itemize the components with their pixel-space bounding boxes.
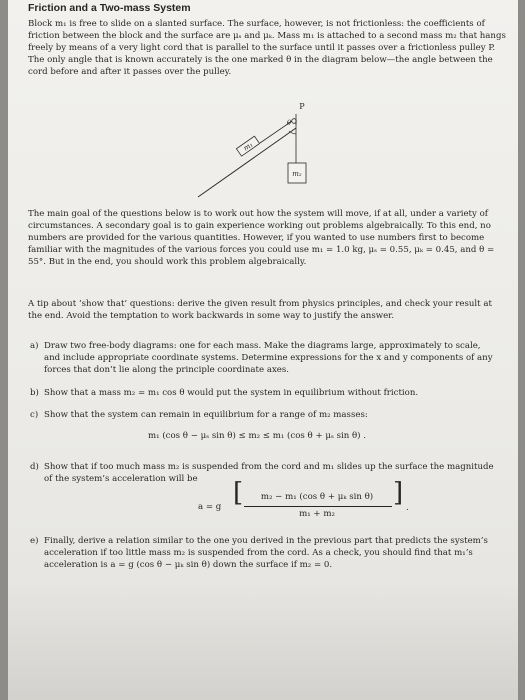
equation-d-trail: . bbox=[406, 503, 409, 513]
equation-c: m₁ (cos θ − μₛ sin θ) ≤ m₂ ≤ m₁ (cos θ + μₛ sin θ) . bbox=[148, 431, 367, 441]
block2-label: m₂ bbox=[292, 170, 302, 178]
question-label: b) bbox=[30, 388, 39, 398]
lighting-shade bbox=[8, 580, 518, 700]
fraction-bar bbox=[244, 506, 392, 507]
question-text: Draw two free-body diagrams: one for each mass. Make the diagrams large, approximately to scale, and include appropriate coordinate systems. Determine expressions for the x and y components of any forces that don’t lie along the principle coordinate axes. bbox=[44, 341, 493, 375]
question-text: Show that if too much mass m₂ is suspended from the cord and m₁ slides up the surface the magnitude of the system’s acceleration will be bbox=[44, 462, 494, 484]
question-label: d) bbox=[30, 462, 39, 472]
goal-paragraph: The main goal of the questions below is to work out how the system will move, if at all, under a variety of circumstances. A secondary goal is to gain experience working out problems algebraically. To this end, no numbers are provided for the various quantities. However, if you wanted to use numbers first to become familiar with the magnitudes of the various forces you could use m₁ = 1.0 kg, μₛ = 0.55, μₖ = 0.45, and θ = 55°. But in the end, you should work this problem algebraically. bbox=[28, 209, 495, 267]
intro-paragraph: Block m₁ is free to slide on a slanted surface. The surface, however, is not frictionless: the coefficients of friction between the block and the surface are μₛ and μₖ. Mass m₁ is attached to a second mass m₂ that hangs freely by means of a very light cord that is parallel to the surface until it passes over a frictionless pulley P. The only angle that is known accurately is the one marked θ in the diagram below—the angle between the cord before and after it passes over the pulley. bbox=[28, 19, 506, 77]
tip-paragraph: A tip about ‘show that’ questions: derive the given result from physics principles, and check your result at the end. Avoid the temptation to work backwards in some way to justify the answer. bbox=[28, 299, 492, 321]
question-text: Show that the system can remain in equilibrium for a range of m₂ masses: bbox=[44, 410, 368, 420]
bracket-left: [ bbox=[233, 478, 244, 508]
equation-d-numerator: m₂ − m₁ (cos θ + μₖ sin θ) bbox=[260, 492, 374, 502]
page-title: Friction and a Two-mass System bbox=[28, 2, 191, 14]
bracket-right: ] bbox=[393, 478, 404, 508]
block-m1 bbox=[236, 136, 259, 156]
question-text: Show that a mass m₂ = m₁ cos θ would put the system in equilibrium without friction. bbox=[44, 388, 419, 398]
pulley-label: P bbox=[299, 102, 305, 111]
document-page bbox=[8, 0, 518, 700]
slanted-surface bbox=[198, 128, 296, 197]
equation-d-denominator: m₁ + m₂ bbox=[299, 509, 335, 519]
block-m2 bbox=[288, 163, 306, 183]
question-label: c) bbox=[30, 410, 39, 420]
question-label: a) bbox=[30, 341, 39, 351]
equation-d-lhs: a = g bbox=[198, 502, 222, 512]
angle-label: θ bbox=[286, 119, 292, 127]
block1-label: m₁ bbox=[242, 140, 255, 153]
question-text: Finally, derive a relation similar to the one you derived in the previous part that predicts the system’s acceleration if too little mass m₂ is suspended from the cord. As a check, you should find that m₁’s acceleration is a = g (cos θ − μₖ sin θ) down the surface if m₂ = 0. bbox=[44, 536, 488, 570]
question-label: e) bbox=[30, 536, 39, 546]
incline-pulley-diagram bbox=[8, 0, 518, 205]
